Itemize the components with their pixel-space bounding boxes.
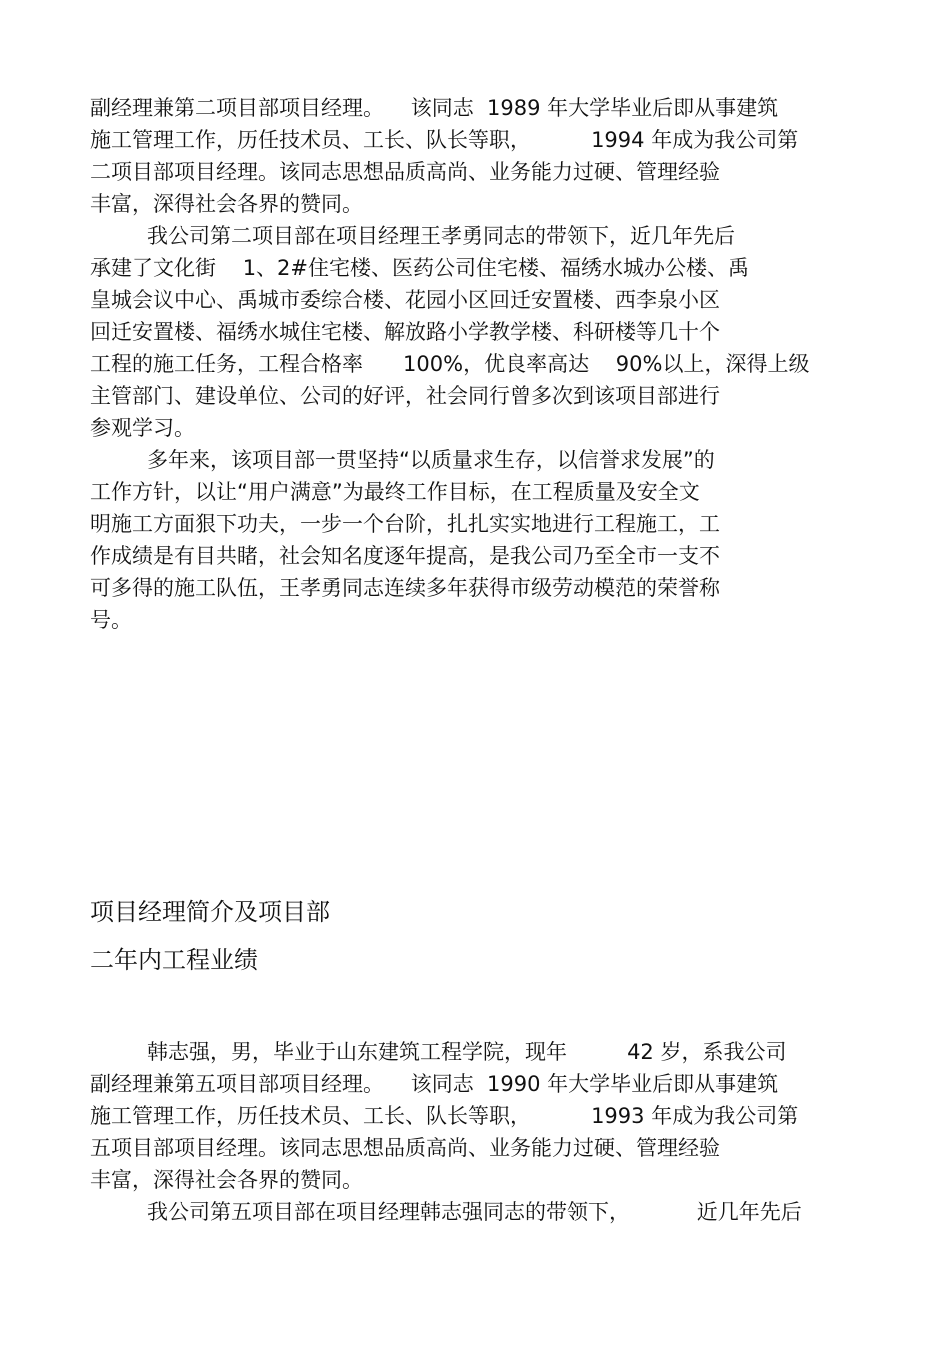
text-line: 施工管理工作，历任技术员、工长、队长等职， 1994 年成为我公司第: [90, 128, 799, 152]
text-line: 副经理兼第五项目部项目经理。 该同志 1990 年大学毕业后即从事建筑: [90, 1072, 779, 1096]
text-line: 作成绩是有目共睹，社会知名度逐年提高，是我公司乃至全市一支不: [90, 544, 720, 568]
text-line: 我公司第二项目部在项目经理王孝勇同志的带领下，近几年先后: [147, 224, 735, 248]
text-line: 工作方针，以让“用户满意”为最终工作目标，在工程质量及安全文: [90, 480, 700, 504]
text-line: 参观学习。: [90, 416, 195, 440]
text-line: 回迁安置楼、福绣水城住宅楼、解放路小学教学楼、科研楼等几十个: [90, 320, 720, 344]
text-line: 丰富，深得社会各界的赞同。: [90, 1168, 363, 1192]
text-line: 副经理兼第二项目部项目经理。 该同志 1989 年大学毕业后即从事建筑: [90, 96, 779, 120]
text-line: 明施工方面狠下功夫，一步一个台阶，扎扎实实地进行工程施工，工: [90, 512, 720, 536]
text-line: 我公司第五项目部在项目经理韩志强同志的带领下， 近几年先后: [147, 1200, 802, 1224]
text-line: 号。: [90, 608, 132, 632]
text-line: 工程的施工任务，工程合格率 100%，优良率高达 90%以上，深得上级: [90, 352, 810, 376]
text-line: 皇城会议中心、禹城市委综合楼、花园小区回迁安置楼、西李泉小区: [90, 288, 720, 312]
text-line: 可多得的施工队伍，王孝勇同志连续多年获得市级劳动模范的荣誉称: [90, 576, 720, 600]
section-heading: 二年内工程业绩: [90, 946, 258, 974]
text-line: 韩志强，男，毕业于山东建筑工程学院，现年 42 岁，系我公司: [147, 1040, 787, 1064]
text-line: 丰富，深得社会各界的赞同。: [90, 192, 363, 216]
text-line: 承建了文化街 1、2#住宅楼、医药公司住宅楼、福绣水城办公楼、禹: [90, 256, 750, 280]
section-heading: 项目经理简介及项目部: [90, 898, 330, 926]
text-line: 施工管理工作，历任技术员、工长、队长等职， 1993 年成为我公司第: [90, 1104, 799, 1128]
text-line: 二项目部项目经理。该同志思想品质高尚、业务能力过硬、管理经验: [90, 160, 720, 184]
text-line: 主管部门、建设单位、公司的好评，社会同行曾多次到该项目部进行: [90, 384, 720, 408]
text-line: 多年来，该项目部一贯坚持“以质量求生存，以信誉求发展”的: [147, 448, 715, 472]
text-line: 五项目部项目经理。该同志思想品质高尚、业务能力过硬、管理经验: [90, 1136, 720, 1160]
